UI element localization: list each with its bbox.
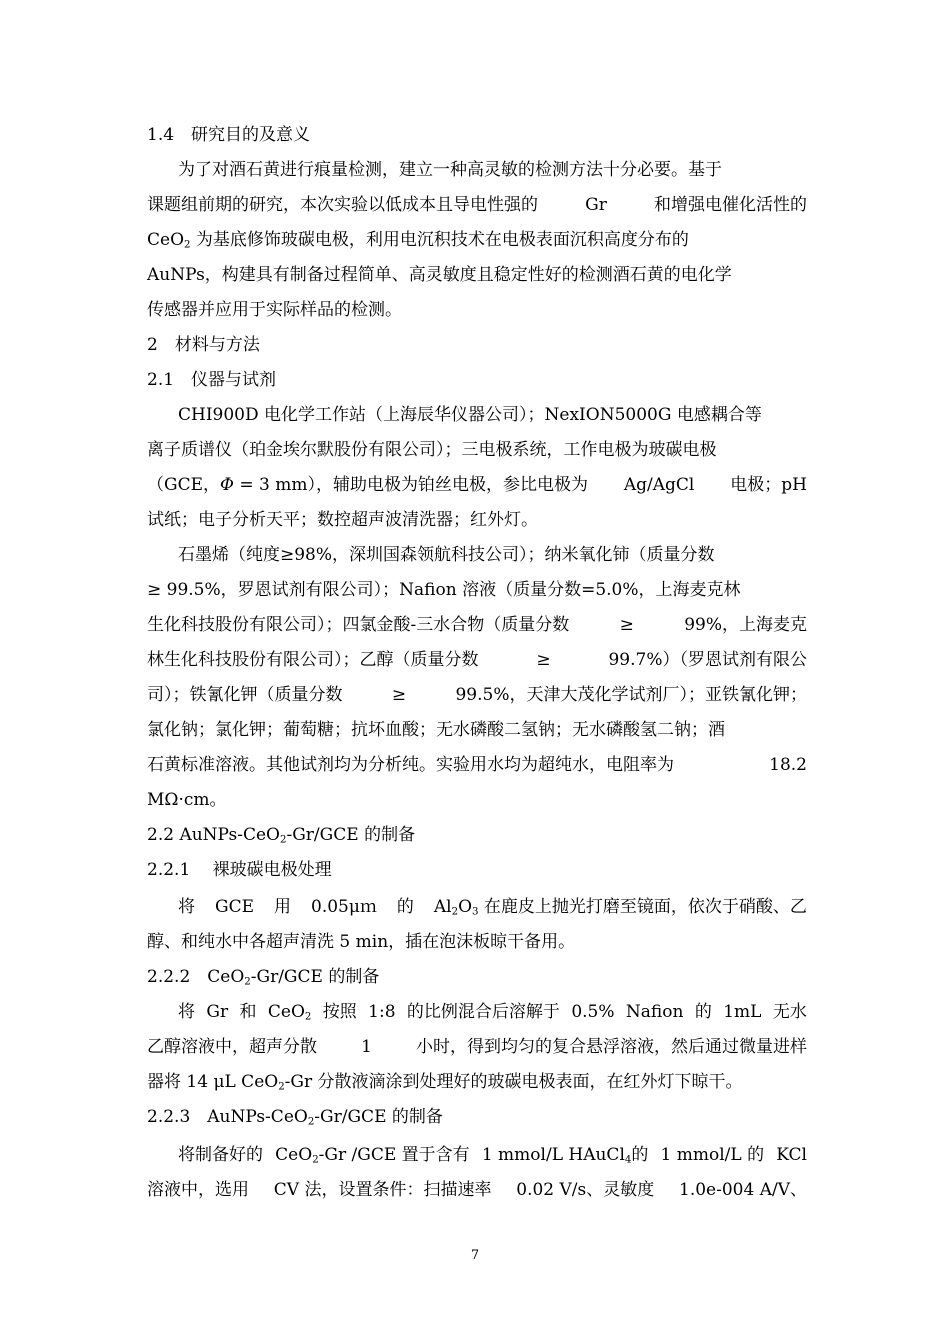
subscript: 2 (244, 976, 251, 988)
text-segment: 石黄标准溶液。其他试剂均为分析纯。实验用水均为超纯水，电阻率为 (147, 755, 674, 775)
text-segment: 为基底修饰玻碳电极，利用电沉积技术在电极表面沉积高度分布的 (190, 230, 689, 250)
text-segment: 99%，上海麦克 (684, 615, 807, 635)
subscript: 2 (184, 239, 191, 251)
page-number: 7 (470, 1248, 480, 1263)
para-objective-line-4: AuNPs，构建具有制备过程简单、高灵敏度且稳定性好的检测酒石黄的电化学 (147, 265, 732, 285)
para-reagents-line-3 (147, 615, 807, 635)
heading-2-1: 2.1 仪器与试剂 (147, 370, 277, 390)
phi-symbol: Φ (220, 475, 234, 495)
heading-1-4: 1.4 研究目的及意义 (147, 125, 311, 145)
subscript: 2 (307, 1116, 315, 1128)
subscript: 2 (451, 906, 459, 918)
text-segment: 18.2 (769, 755, 807, 775)
para-reagents-line-6: 氯化钠；氯化钾；葡萄糖；抗坏血酸；无水磷酸二氢钠；无水磷酸氢二钠；酒 (147, 720, 725, 740)
para-aunps-line-2: 溶液中，选用 CV 法，设置条件：扫描速率 0.02 V/s、灵敏度 1.0e-004 A/V、 (147, 1180, 807, 1200)
text-segment: 99.7%）（罗恩试剂有限公 (608, 650, 807, 670)
para-ceo2-gr-line-1: 将 Gr 和 CeO$_2$ 按照 1:8 的比例混合后溶解于 0.5% Nafion 的 1mL 无水 (178, 1002, 807, 1023)
text-segment: CeO (147, 230, 185, 250)
heading-2: 2 材料与方法 (147, 335, 260, 355)
para-reagents-line-4 (147, 650, 807, 670)
para-bare-gce-line-1: 将 GCE 用 0.05μｍ 的 $Al_2O_3$ 在鹿皮上抛光打磨至镜面，依次于硝酸、乙 (178, 897, 807, 918)
subscript: 2 (312, 1154, 319, 1166)
para-reagents-line-8: MΩ·cm。 (147, 790, 227, 810)
heading-2-2-1: 2.2.1 裸玻碳电极处理 (147, 860, 332, 880)
text-segment: 司）；铁氰化钾（质量分数 (147, 685, 343, 705)
text-segment: 和增强电催化活性的 (654, 195, 807, 215)
para-reagents-line-7 (147, 755, 807, 775)
para-instruments-line-3 (147, 475, 807, 495)
heading-2-2-2: 2.2.2 CeO$_2$-Gr/GCE 的制备 (147, 967, 380, 988)
para-bare-gce-line-2: 醇、和纯水中各超声清洗 5 min，插在泡沫板晾干备用。 (147, 932, 576, 952)
heading-2-2-3: 2.2.3 AuNPs-CeO$_2$-Gr/GCE 的制备 (147, 1107, 443, 1128)
text-segment: 电极；pH (730, 475, 807, 495)
para-objective-line-2 (147, 195, 807, 215)
para-objective-line-3 (147, 230, 807, 250)
para-aunps-line-1: 将制备好的 CeO$_2$-Gr /GCE 置于含有 1 mmol/L HAuCl$_4$的 1 mmol/L 的 KCl (178, 1145, 807, 1166)
para-ceo2-gr-line-2: 乙醇溶液中，超声分散 1 小时，得到均匀的复合悬浮溶液，然后通过微量进样 (147, 1037, 807, 1057)
subscript: 2 (304, 1011, 312, 1023)
text-segment: 99.5%，天津大茂化学试剂厂）；亚铁氰化钾； (455, 685, 807, 705)
text-segment: Gr (585, 195, 607, 215)
subscript: 4 (624, 1154, 632, 1166)
para-reagents-line-2: ≥ 99.5%，罗恩试剂有限公司）；Nafion 溶液（质量分数=5.0%，上海麦克林 (147, 580, 741, 600)
text-segment: ≥ (619, 615, 634, 635)
text-segment: Ag/AgCl (623, 475, 695, 495)
para-reagents-line-5 (147, 685, 807, 705)
para-reagents-line-1: 石墨烯（纯度≥98%，深圳国森领航科技公司）；纳米氧化铈（质量分数 (178, 545, 715, 565)
text-segment: ≥ (391, 685, 407, 705)
text-segment: 林生化科技股份有限公司）；乙醇（质量分数 (147, 650, 479, 670)
heading-2-2: 2.2 AuNPs-CeO$_2$-Gr/GCE 的制备 (147, 825, 416, 846)
text-segment: 生化科技股份有限公司）；四氯金酸-三水合物（质量分数 (147, 615, 570, 635)
subscript: 2 (280, 834, 287, 846)
para-ceo2-gr-line-3: 器将 14 μL CeO$_2$-Gr 分散液滴涂到处理好的玻碳电极表面，在红外灯下晾干。 (147, 1072, 743, 1093)
text-segment: ≥ (536, 650, 551, 670)
subscript: 2 (278, 1081, 285, 1093)
subscript: 3 (472, 906, 479, 918)
para-instruments-line-4: 试纸；电子分析天平；数控超声波清洗器；红外灯。 (147, 510, 538, 530)
text-segment: 课题组前期的研究，本次实验以低成本且导电性强的 (147, 195, 538, 215)
para-instruments-line-1: CHI900D 电化学工作站（上海辰华仪器公司）；NexION5000G 电感耦合等 (178, 405, 762, 425)
text-segment: （GCE，Φ = 3 mm），辅助电极为铂丝电极，参比电极为 (147, 475, 588, 495)
para-instruments-line-2: 离子质谱仪（珀金埃尔默股份有限公司）；三电极系统，工作电极为玻碳电极 (147, 440, 717, 460)
para-objective-line-1: 为了对酒石黄进行痕量检测，建立一种高灵敏的检测方法十分必要。基于 (178, 160, 722, 180)
para-objective-line-5: 传感器并应用于实际样品的检测。 (147, 300, 402, 320)
